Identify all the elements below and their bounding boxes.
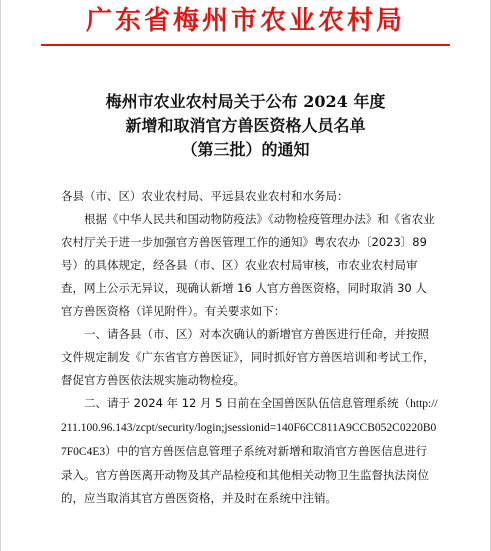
paragraph-basis: 根据《中华人民共和国动物防疫法》《动物检疫管理办法》和《省农业农村厅关于进一步加强官方兽医管理工作的通知》粤农农办〔2023〕89 号）的具体规定，经各县（市、区）农业农村局审核，市农业农村局审查，网上公示无异议，现确认新增 16 人官方兽医资格，同时取消 30 人官方兽医资格（详见附件）。有关要求如下： <box>61 212 435 318</box>
notice-title <box>21 90 470 162</box>
letterhead-red-rule <box>41 44 450 46</box>
salutation: 各县（市、区）农业农村局、平远县农业农村和水务局： <box>61 189 349 203</box>
system-login-url: http://211.100.96.143/zcpt/security/login;jsessionid=140F6CC811A9CCB052C0220B07F0C4E3 <box>61 398 438 458</box>
notice-title-line-2: 新增和取消官方兽医资格人员名单 <box>125 116 366 135</box>
paragraph-requirement-1: 一、请各县（市、区）对本次确认的新增官方兽医进行任命，并按照文件规定制发《广东省官方兽医证》，同时抓好官方兽医培训和考试工作，督促官方兽医依法规实施动物检疫。 <box>61 327 435 387</box>
requirement-2-text-end: ）中的官方兽医信息管理子系统对新增和取消官方兽医信息进行录入。官方兽医离开动物及其产品检疫和其他相关动物卫生监督执法岗位的，应当取消其官方兽医资格，并及时在系统中注销。 <box>61 444 429 505</box>
letterhead-title: 广东省梅州市农业农村局 <box>85 6 405 36</box>
notice-title-line-1: 梅州市农业农村局关于公布 2024 年度 <box>105 92 386 111</box>
notice-title-line-3: （第三批）的通知 <box>181 140 310 159</box>
notice-body <box>61 185 438 510</box>
requirement-2-text-start: 二、请于 2024 年 12 月 5 日前在全国兽医队伍信息管理系统（ <box>84 396 411 410</box>
paragraph-requirement-2 <box>61 392 438 510</box>
